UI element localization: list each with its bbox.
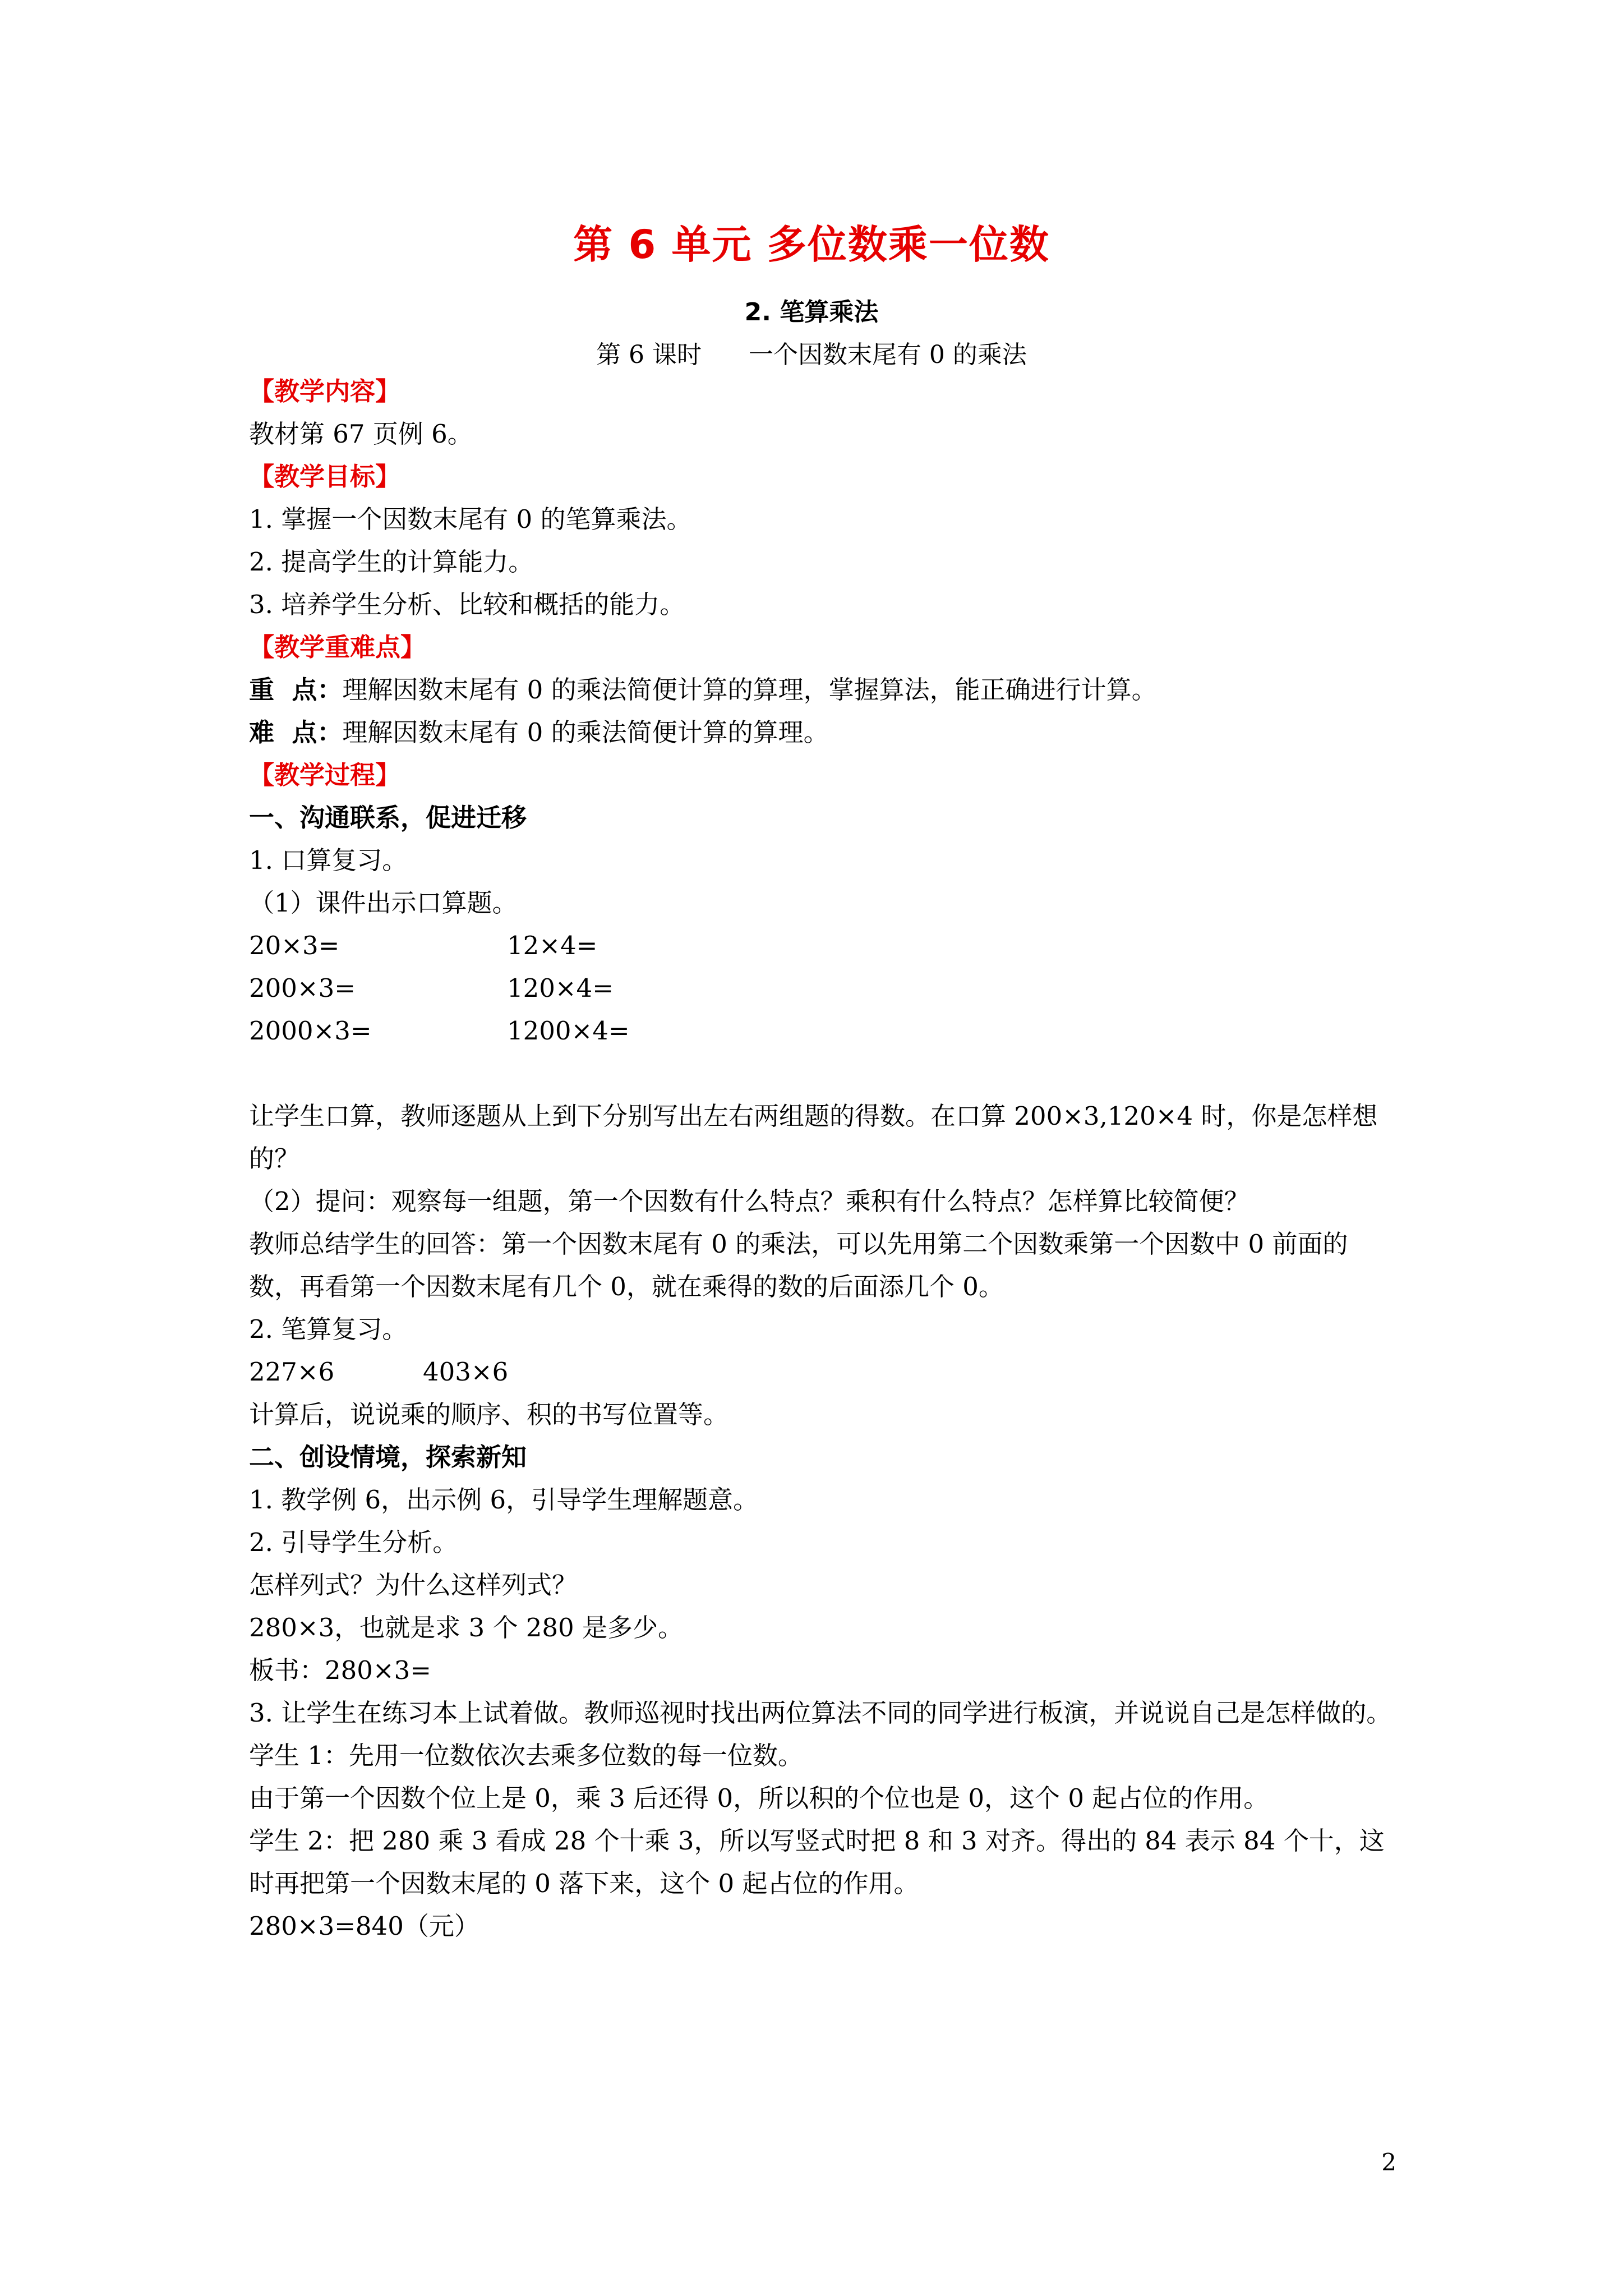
difficulty-text: 理解因数末尾有 0 的乘法简便计算的算理。 xyxy=(342,717,829,747)
unit-title: 第 6 单元 多位数乘一位数 xyxy=(573,222,1050,268)
paragraph: （2）提问：观察每一组题，第一个因数有什么特点？乘积有什么特点？怎样算比较简便？ xyxy=(249,1186,1249,1216)
oral-problem-row xyxy=(249,1010,1393,1052)
heading-teaching-process: 【教学过程】 xyxy=(249,760,401,790)
oral-problem: 1200×4= xyxy=(507,1016,630,1046)
oral-problem: 20×3= xyxy=(249,931,340,960)
section-two-heading: 二、创设情境，探索新知 xyxy=(249,1442,527,1472)
difficulty-line xyxy=(249,711,1393,754)
paragraph: 由于第一个因数个位上是 0，乘 3 后还得 0，所以积的个位也是 0，这个 0 起占位的作用。 xyxy=(249,1783,1269,1813)
paragraph: （1）课件出示口算题。 xyxy=(249,888,518,918)
goal-item: 2. 提高学生的计算能力。 xyxy=(249,547,534,577)
section-one-heading: 一、沟通联系，促进迁移 xyxy=(249,803,527,832)
paragraph: 学生 2：把 280 乘 3 看成 28 个十乘 3，所以写竖式时把 8 和 3 对齐。得出的 84 表示 84 个十，这时再把第一个因数末尾的 0 落下来，这个 0 起占位的作用。 xyxy=(249,1826,1385,1898)
oral-problem-row xyxy=(249,924,1393,967)
heading-teaching-content: 【教学内容】 xyxy=(249,376,401,406)
paragraph: 计算后，说说乘的顺序、积的书写位置等。 xyxy=(249,1400,729,1429)
oral-problem-row xyxy=(249,967,1393,1010)
paragraph: 1. 口算复习。 xyxy=(249,845,408,875)
teaching-content-text: 教材第 67 页例 6。 xyxy=(249,419,473,449)
goal-item: 1. 掌握一个因数末尾有 0 的笔算乘法。 xyxy=(249,504,692,534)
key-point-line xyxy=(249,669,1393,711)
goal-item: 3. 培养学生分析、比较和概括的能力。 xyxy=(249,590,685,619)
paragraph: 教师总结学生的回答：第一个因数末尾有 0 的乘法，可以先用第二个因数乘第一个因数中 0 前面的数，再看第一个因数末尾有几个 0，就在乘得的数的后面添几个 0。 xyxy=(249,1229,1348,1301)
document-body xyxy=(249,370,1393,1948)
lesson-title: 第 6 课时 一个因数末尾有 0 的乘法 xyxy=(596,341,1027,369)
heading-teaching-goals: 【教学目标】 xyxy=(249,462,401,491)
blank-line xyxy=(249,1052,1393,1095)
written-problem: 403×6 xyxy=(423,1357,509,1387)
oral-problem: 200×3= xyxy=(249,973,356,1003)
written-problem: 227×6 xyxy=(249,1357,335,1387)
paragraph: 2. 笔算复习。 xyxy=(249,1314,408,1344)
paragraph: 280×3，也就是求 3 个 280 是多少。 xyxy=(249,1613,683,1642)
paragraph: 280×3=840（元） xyxy=(249,1911,479,1941)
paragraph: 2. 引导学生分析。 xyxy=(249,1527,458,1557)
heading-key-points: 【教学重难点】 xyxy=(249,632,426,662)
oral-problem: 2000×3= xyxy=(249,1016,372,1046)
oral-problem: 12×4= xyxy=(507,931,598,960)
section-subtitle: 2. 笔算乘法 xyxy=(744,298,879,326)
paragraph: 怎样列式？为什么这样列式？ xyxy=(249,1570,578,1600)
oral-problem: 120×4= xyxy=(507,973,614,1003)
paragraph: 板书：280×3= xyxy=(249,1655,431,1685)
page-number: 2 xyxy=(1381,2148,1396,2176)
paragraph: 1. 教学例 6，出示例 6，引导学生理解题意。 xyxy=(249,1485,759,1515)
key-point-text: 理解因数末尾有 0 的乘法简便计算的算理，掌握算法，能正确进行计算。 xyxy=(342,675,1157,705)
paragraph: 让学生口算，教师逐题从上到下分别写出左右两组题的得数。在口算 200×3,120×4 时，你是怎样想的？ xyxy=(249,1101,1378,1174)
difficulty-label: 难 点： xyxy=(249,717,343,747)
key-point-label: 重 点： xyxy=(249,675,343,705)
paragraph: 3. 让学生在练习本上试着做。教师巡视时找出两位算法不同的同学进行板演，并说说自己是怎样做的。 xyxy=(249,1698,1392,1728)
written-problem-row xyxy=(249,1351,1393,1393)
paragraph: 学生 1：先用一位数依次去乘多位数的每一位数。 xyxy=(249,1741,803,1770)
